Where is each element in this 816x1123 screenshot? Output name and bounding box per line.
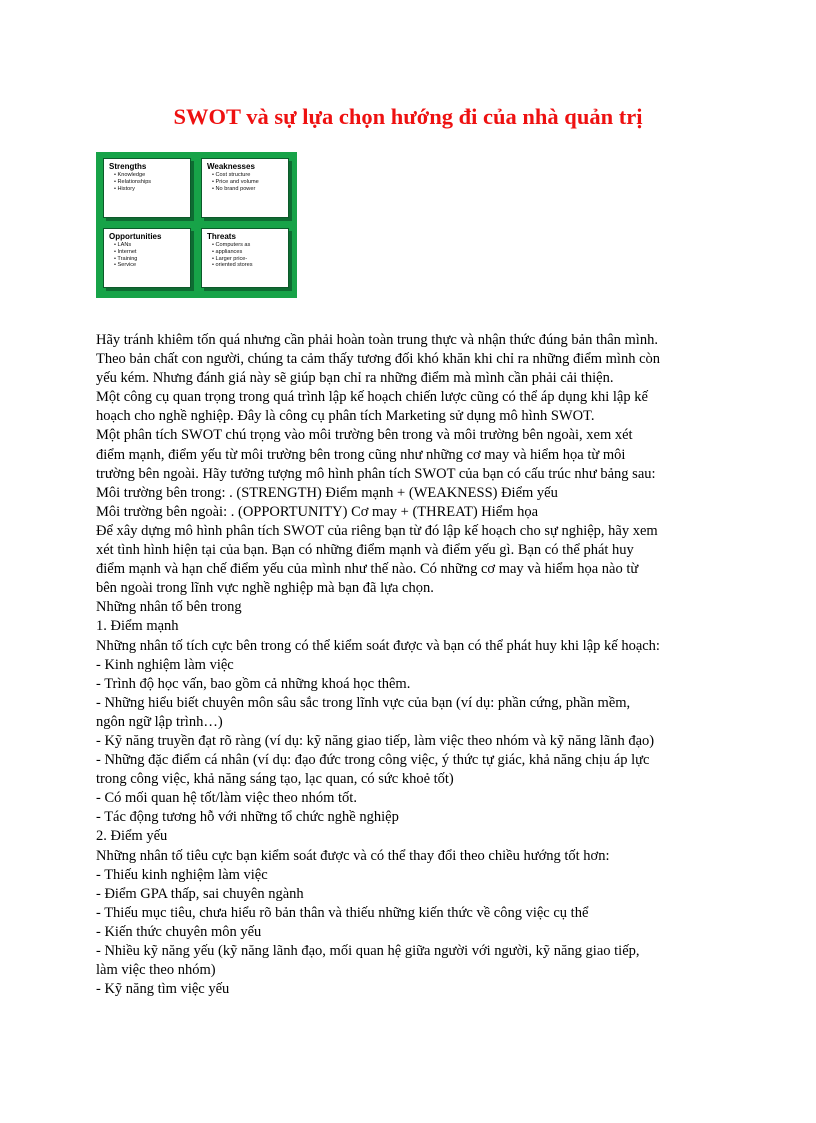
swot-threats-list [202,242,288,269]
swot-opportunities-title: Opportunities [109,232,162,241]
swot-threats-box [201,228,289,288]
list-item: - Nhiều kỹ năng yếu (kỹ năng lãnh đạo, mối quan hệ giữa người với người, kỹ năng giao tiếp, [96,943,640,959]
list-item: • Internet [114,249,190,256]
list-item-continuation: trong công việc, khả năng sáng tạo, lạc quan, có sức khoẻ tốt) [96,771,454,788]
list-item-continuation: ngôn ngữ lập trình…) [96,713,223,730]
swot-opportunities-list [104,242,190,269]
list-item: • Computers as [212,242,288,249]
list-item: • Price and volume [212,179,288,186]
subsection-heading: 1. Điểm mạnh [96,618,179,635]
list-item: - Kỹ năng truyền đạt rõ ràng (ví dụ: kỹ năng giao tiếp, làm việc theo nhóm và kỹ năng lãnh đạo) [96,732,655,749]
swot-figure [96,152,297,298]
list-item: - Có mối quan hệ tốt/làm việc theo nhóm tốt. [96,790,357,807]
list-item: - Thiếu mục tiêu, chưa hiểu rõ bản thân và thiếu những kiến thức về công việc cụ thể [96,904,589,921]
text-line: Những nhân tố tích cực bên trong có thể kiểm soát được và bạn có thể phát huy khi lập kế hoạch: [96,637,660,654]
list-item-continuation: làm việc theo nhóm) [96,962,216,979]
list-item: - Những đặc điểm cá nhân (ví dụ: đạo đức trong công việc, ý thức tự giác, khả năng chịu áp lực [96,752,650,769]
list-item: • No brand power [212,186,288,193]
list-item: • Training [114,256,190,263]
text-line: yếu kém. Nhưng đánh giá này sẽ giúp bạn chỉ ra những điểm mà mình cần phải cải thiện. [96,370,614,387]
list-item: - Những hiểu biết chuyên môn sâu sắc trong lĩnh vực của bạn (ví dụ: phần cứng, phần mềm, [96,694,631,711]
text-line: Môi trường bên trong: . (STRENGTH) Điểm mạnh + (WEAKNESS) Điểm yếu [96,484,558,501]
text-line: Hãy tránh khiêm tốn quá nhưng cần phải hoàn toàn trung thực và nhận thức đúng bản thân mình. [96,332,658,348]
list-item: • Larger price- [212,256,288,263]
list-item: - Trình độ học vấn, bao gồm cả những khoá học thêm. [96,675,411,692]
text-line: Môi trường bên ngoài: . (OPPORTUNITY) Cơ may + (THREAT) Hiểm họa [96,503,539,520]
text-line: bên ngoài trong lĩnh vực nghề nghiệp mà bạn đã lựa chọn. [96,580,434,597]
text-line: xét tình hình hiện tại của bạn. Bạn có những điểm mạnh và điểm yếu gì. Bạn có thể phát huy [96,542,634,559]
swot-threats-title: Threats [207,232,236,241]
subsection-heading: 2. Điểm yếu [96,828,168,845]
list-item: - Thiếu kinh nghiệm làm việc [96,866,268,883]
list-item: • oriented stores [212,262,288,269]
text-line: điểm mạnh, điểm yếu từ môi trường bên trong cũng như những cơ may và hiểm họa từ môi [96,446,626,463]
list-item: • History [114,186,190,193]
text-line: điểm mạnh và hạn chế điểm yếu của mình như thế nào. Có những cơ may và hiểm họa nào từ [96,561,639,578]
list-item: • Relationships [114,179,190,186]
swot-weaknesses-box [201,158,289,218]
page-title: SWOT và sự lựa chọn hướng đi của nhà quản trị [173,104,643,129]
swot-opportunities-box [103,228,191,288]
list-item: - Điểm GPA thấp, sai chuyên ngành [96,885,304,902]
list-item: • appliances [212,249,288,256]
swot-weaknesses-title: Weaknesses [207,162,255,171]
list-item: - Kinh nghiệm làm việc [96,656,234,673]
list-item: • LANs [114,242,190,249]
list-item: - Kỹ năng tìm việc yếu [96,981,230,998]
swot-strengths-box [103,158,191,218]
swot-strengths-title: Strengths [109,162,147,171]
text-line: hoạch cho nghề nghiệp. Đây là công cụ phân tích Marketing sử dụng mô hình SWOT. [96,408,595,425]
section-heading: Những nhân tố bên trong [96,599,242,616]
text-line: Để xây dựng mô hình phân tích SWOT của riêng bạn từ đó lập kế hoạch cho sự nghiệp, hãy xem [96,522,658,539]
list-item: • Service [114,262,190,269]
text-line: Một công cụ quan trọng trong quá trình lập kế hoạch chiến lược cũng có thể áp dụng khi lập kế [96,389,648,406]
swot-weaknesses-list [202,172,288,192]
body-text [96,331,724,999]
text-line: trường bên ngoài. Hãy tưởng tượng mô hình phân tích SWOT của bạn có cấu trúc như bảng sau: [96,465,656,482]
list-item: - Tác động tương hỗ với những tổ chức nghề nghiệp [96,809,399,826]
swot-strengths-list [104,172,190,192]
text-line: Theo bản chất con người, chúng ta cảm thấy tương đối khó khăn khi chỉ ra những điểm mình còn [96,351,661,368]
list-item: • Cost structure [212,172,288,179]
list-item: - Kiến thức chuyên môn yếu [96,923,262,940]
list-item: • Knowledge [114,172,190,179]
text-line: Những nhân tố tiêu cực bạn kiểm soát được và có thể thay đổi theo chiều hướng tốt hơn: [96,847,610,864]
text-line: Một phân tích SWOT chú trọng vào môi trường bên trong và môi trường bên ngoài, xem xét [96,427,633,444]
